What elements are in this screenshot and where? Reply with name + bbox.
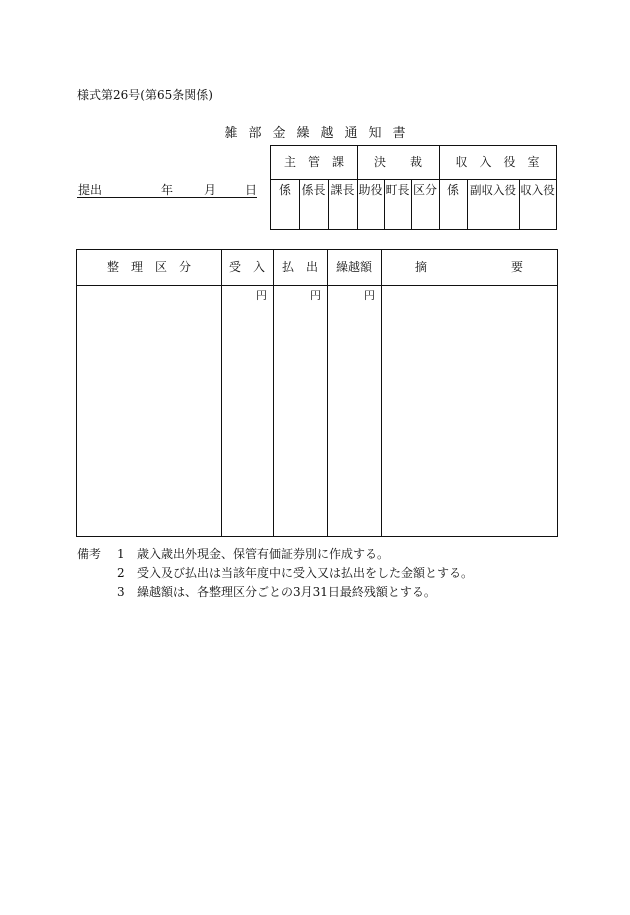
remarks-entry-area[interactable] <box>382 286 557 536</box>
note-number: 1 <box>117 547 125 561</box>
submission-date-line[interactable] <box>77 181 257 198</box>
year-label: 年 <box>161 183 174 197</box>
unit-yen-payment: 円 <box>310 289 321 302</box>
notes-section <box>77 545 497 602</box>
stamp-cell-chief-clerk[interactable]: 係長 <box>301 183 326 197</box>
classification-entry-area[interactable] <box>77 286 221 536</box>
note-text: 繰越額は、各整理区分ごとの3月31日最終残額とする。 <box>137 585 436 599</box>
month-label: 月 <box>204 183 217 197</box>
form-number: 様式第26号(第65条関係) <box>77 88 213 102</box>
unit-yen-carryover: 円 <box>364 289 375 302</box>
carryover-table <box>76 249 558 537</box>
stamp-cell-clerk[interactable]: 係 <box>278 183 291 197</box>
stamp-cell-deputy-mayor[interactable]: 助役 <box>358 183 383 197</box>
unit-yen-receipt: 円 <box>256 289 267 302</box>
stamp-cell-treasury-clerk[interactable]: 係 <box>446 183 459 197</box>
carryover-entry-area[interactable] <box>328 302 381 536</box>
group-section-department: 主 管 課 <box>283 155 344 169</box>
stamp-cell-deputy-treasurer[interactable]: 副収入役 <box>470 183 516 197</box>
day-label: 日 <box>245 183 258 197</box>
group-decision: 決 裁 <box>373 155 422 169</box>
submission-label: 提出 <box>78 183 103 197</box>
header-classification: 整 理 区 分 <box>106 260 191 274</box>
stamp-cell-section-chief[interactable]: 課長 <box>330 183 355 197</box>
stamp-cell-classification[interactable]: 区分 <box>412 183 437 197</box>
header-carryover-amount: 繰越額 <box>335 260 372 274</box>
approval-stamp-grid <box>270 145 557 230</box>
stamp-cell-treasurer[interactable]: 収入役 <box>520 183 555 197</box>
notes-label: 備考 <box>77 547 102 561</box>
note-text: 歳入歳出外現金、保管有価証券別に作成する。 <box>137 547 390 561</box>
document-title: 雑部金繰越通知書 <box>224 126 417 141</box>
header-payment: 払 出 <box>281 260 318 274</box>
receipt-entry-area[interactable] <box>222 302 273 536</box>
header-remarks: 摘 要 <box>414 260 523 274</box>
payment-entry-area[interactable] <box>274 302 327 536</box>
group-treasurer-office: 収 入 役 室 <box>455 155 540 169</box>
note-number: 3 <box>117 585 125 599</box>
note-number: 2 <box>117 566 125 580</box>
header-receipt: 受 入 <box>228 260 265 274</box>
note-text: 受入及び払出は当該年度中に受入又は払出をした金額とする。 <box>137 566 474 580</box>
stamp-cell-mayor[interactable]: 町長 <box>385 183 410 197</box>
